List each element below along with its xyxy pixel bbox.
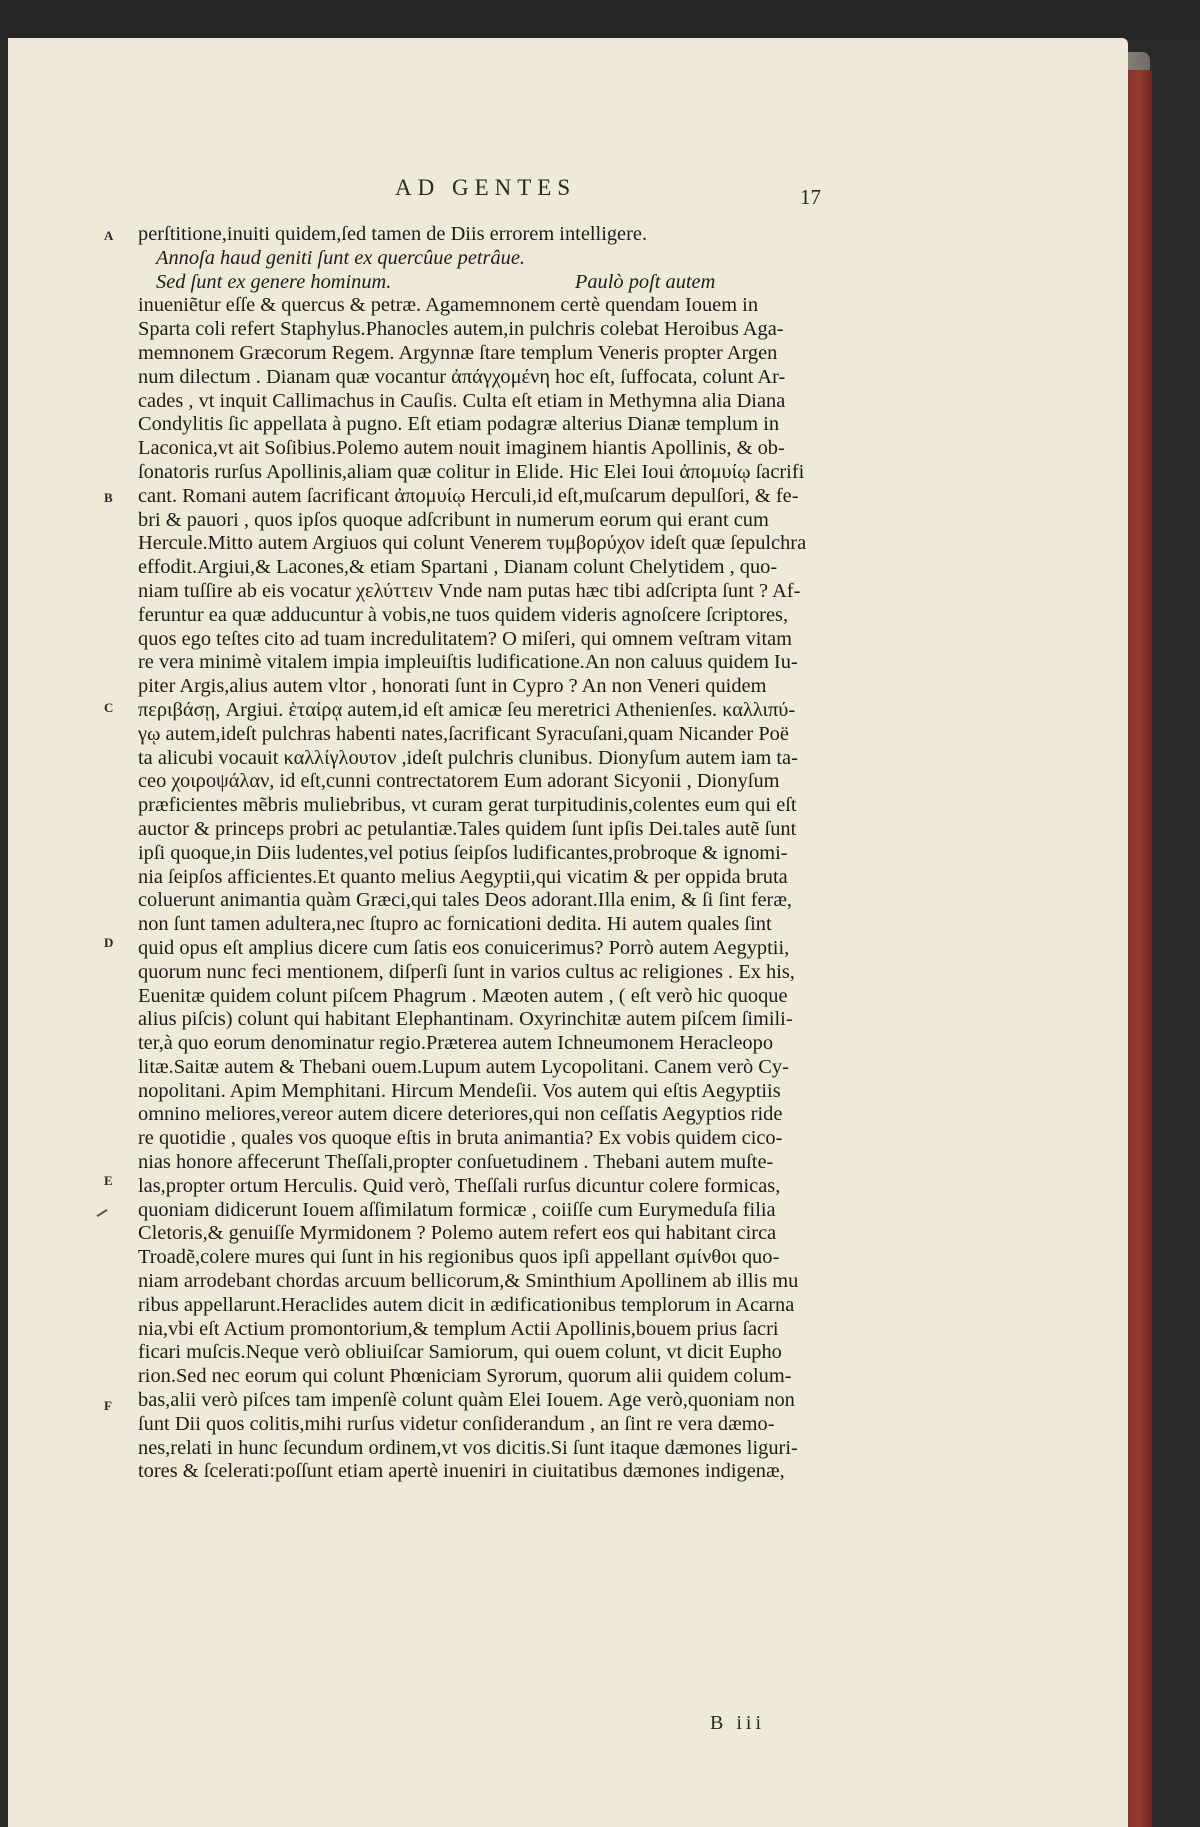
text-line: inueniẽtur eſſe & quercus & petræ. Agamemnonem certè quendam Iouem in (138, 294, 759, 317)
text-line: Cletoris,& genuiſſe Myrmidonem ? Polemo autem refert eos qui habitant circa (138, 1222, 777, 1245)
text-line: alius piſcis) colunt qui habitant Elephantinam. Oxyrinchitæ autem piſcem ſimili- (138, 1008, 793, 1031)
signature-mark: B iii (710, 1712, 766, 1734)
text-line: nes,relati in hunc ſecundum ordinem,vt vos dicitis.Si ſunt itaque dæmones liguri- (138, 1436, 798, 1459)
text-line: ter,à quo eorum denominatur regio.Præterea autem Ichneumonem Heracleopo (138, 1032, 774, 1055)
text-line: præficientes mẽbris muliebribus, vt curam gerat turpitudinis,colentes eum qui eſt (138, 794, 797, 817)
text-line: ſunt Dii quos colitis,mihi rurſus videtur conſiderandum , an ſint re vera dæmo- (138, 1412, 775, 1435)
text-line: non ſunt tamen adultera,nec ſtupro ac fornicationi dedita. Hi autem quales ſint (138, 913, 772, 936)
text-line: re vera minimè vitalem impia impleuiſtis ludificatione.An non caluus quidem Iu- (138, 651, 798, 674)
text-line: coluerunt animantia quàm Græci,qui tales Deos adorant.Illa enim, & ſi ſint feræ, (138, 889, 793, 912)
text-line: nia ſeipſos afficientes.Et quanto melius Aegyptii,qui vicatim & per oppida bruta (138, 865, 788, 888)
body-text (138, 223, 928, 1508)
text-line: ipſi quoque,in Diis ludentes,vel potius ſeipſos ludificantes,probroque & ignomi- (138, 841, 788, 864)
text-line (138, 271, 928, 295)
scan-background (0, 0, 1200, 40)
text-line: nia,vbi eſt Actium promontorium,& templum Actii Apollinis,bouem prius ſacri (138, 1317, 779, 1340)
text-line: Troadẽ,colere mures qui ſunt in his regionibus quos ipſi appellant σμίνθοι quo- (138, 1246, 780, 1269)
text-line: ficari muſcis.Neque verò obliuiſcar Samiorum, qui ouem colunt, vt dicit Eupho (138, 1341, 782, 1364)
text-line: ta alicubi vocauit καλλίγλουτον ,ideſt pulchris clunibus. Dionyſum autem iam ta- (138, 746, 798, 769)
text-line: effodit.Argiui,& Lacones,& etiam Spartani , Dianam colunt Chelytidem , quo- (138, 556, 778, 579)
text-line: num dilectum . Dianam quæ vocantur ἀπάγχομένη hoc eſt, ſuffocata, colunt Ar- (138, 365, 786, 388)
text-line: re quotidie , quales vos quoque eſtis in bruta animantia? Ex vobis quidem cico- (138, 1127, 783, 1150)
text-line: las,propter ortum Herculis. Quid verò, Theſſali rurſus dicuntur colere formicas, (138, 1174, 781, 1197)
text-line: ribus appellarunt.Heraclides autem dicit in ædificationibus templorum in Acarna (138, 1293, 795, 1316)
text-line: bri & pauori , quos ipſos quoque adſcribunt in numerum eorum qui erant cum (138, 508, 769, 531)
text-line: cant. Romani autem ſacrificant ἀπομυίῳ Herculi,id eſt,muſcarum depulſori, & fe- (138, 484, 799, 507)
running-head: AD GENTES (395, 175, 577, 200)
text-line: bas,alii verò piſces tam impenſè colunt quàm Elei Iouem. Age verò,quoniam non (138, 1389, 795, 1412)
text-line: γῳ autem,ideſt pulchras habenti nates,ſacrificant Syracuſani,quam Nicander Poë (138, 722, 789, 745)
page-header (0, 175, 1130, 215)
text-line: περιβάσῃ, Argiui. ἑταίρᾳ autem,id eſt amicæ ſeu meretrici Athenienſes. καλλιπύ- (138, 698, 796, 721)
verse-line: Sed ſunt ex genere hominum. Paulò poſt autem (156, 270, 716, 293)
page-number: 17 (800, 185, 821, 209)
text-line: quorum nunc feci mentionem, diſperſi ſunt in varios cultus ac religiones . Ex his, (138, 960, 795, 983)
text-line: litæ.Saitæ autem & Thebani ouem.Lupum autem Lycopolitani. Canem verò Cy- (138, 1055, 789, 1078)
text-line: auctor & princeps probri ac petulantiæ.Tales quidem ſunt ipſis Dei.tales autẽ ſunt (138, 817, 797, 840)
text-line: Hercule.Mitto autem Argiuos qui colunt Venerem τυμβορύχον ideſt quæ ſepulchra (138, 532, 807, 555)
text-line (138, 1484, 928, 1508)
margin-letter-f: F (104, 1398, 112, 1413)
text-line: Euenitæ quidem colunt piſcem Phagrum . Mæoten autem , ( eſt verò hic quoque (138, 984, 788, 1007)
margin-letter-d: D (104, 935, 114, 950)
text-line: quos ego teſtes cito ad tuam incredulitatem? O miſeri, qui omnem veſtram vitam (138, 627, 793, 650)
text-line: Laconica,vt ait Soſibius.Polemo autem nouit imaginem hiantis Apollinis, & ob- (138, 437, 785, 460)
text-line: nias honore affecerunt Theſſali,propter conſuetudinem . Thebani autem muſte- (138, 1151, 774, 1174)
text-line: ceo χοιροψάλαν, id eſt,cunni contrectatorem Eum adorant Sicyonii , Dionyſum (138, 770, 780, 793)
text-line: tores & ſcelerati:poſſunt etiam apertè inueniri in ciuitatibus dæmones indigenæ, (138, 1460, 785, 1483)
text-line: omnino meliores,vereor autem dicere deteriores,qui non ceſſatis Aegyptios ride (138, 1103, 783, 1126)
text-line: niam tuſſire ab eis vocatur χελύττειν Vnde nam putas hæc tibi adſcripta ſunt ? Af- (138, 579, 801, 602)
text-line: quid opus eſt amplius dicere cum ſatis eos conuicerimus? Porrò autem Aegyptii, (138, 936, 790, 959)
text-line: perſtitione,inuiti quidem,ſed tamen de Diis errorem intelligere. (138, 223, 648, 245)
text-line: niam arrodebant chordas arcuum bellicorum,& Sminthium Apollinem ab illis mu (138, 1270, 799, 1293)
text-line: rion.Sed nec eorum qui colunt Phœniciam Syrorum, quorum alii quidem colum- (138, 1365, 792, 1388)
red-edge-gilding (1126, 70, 1152, 1827)
text-line: memnonem Græcorum Regem. Argynnæ ſtare templum Veneris propter Argen (138, 341, 778, 364)
margin-letter-b: B (104, 490, 113, 505)
text-line: Sparta coli refert Staphylus.Phanocles autem,in pulchris colebat Heroibus Aga- (138, 318, 784, 341)
margin-letter-a: A (104, 228, 114, 243)
text-line: cades , vt inquit Callimachus in Cauſis. Culta eſt etiam in Methymna alia Diana (138, 389, 786, 412)
text-line: nopolitani. Apim Memphitani. Hircum Mendeſii. Vos autem qui eſtis Aegyptiis (138, 1079, 781, 1102)
margin-letter-e: E (104, 1173, 113, 1188)
margin-letter-c: C (104, 700, 114, 715)
text-line: feruntur ea quæ adducuntur à vobis,ne tuos quidem videris agnoſcere ſcriptores, (138, 603, 789, 626)
text-line: quoniam didicerunt Iouem aſſimilatum formicæ , coiiſſe cum Eurymeduſa filia (138, 1198, 776, 1221)
text-line: piter Argis,alius autem vltor , honorati ſunt in Cypro ? An non Veneri quidem (138, 675, 767, 698)
text-line: ſonatoris rurſus Apollinis,aliam quæ colitur in Elide. Hic Elei Ioui ἀπομυίῳ ſacrifi (138, 460, 805, 483)
text-line: Condylitis ſic appellata à pugno. Eſt etiam podagræ alterius Dianæ templum in (138, 413, 780, 436)
verse-line: Annoſa haud geniti ſunt ex quercûue petrâue. (156, 246, 526, 269)
